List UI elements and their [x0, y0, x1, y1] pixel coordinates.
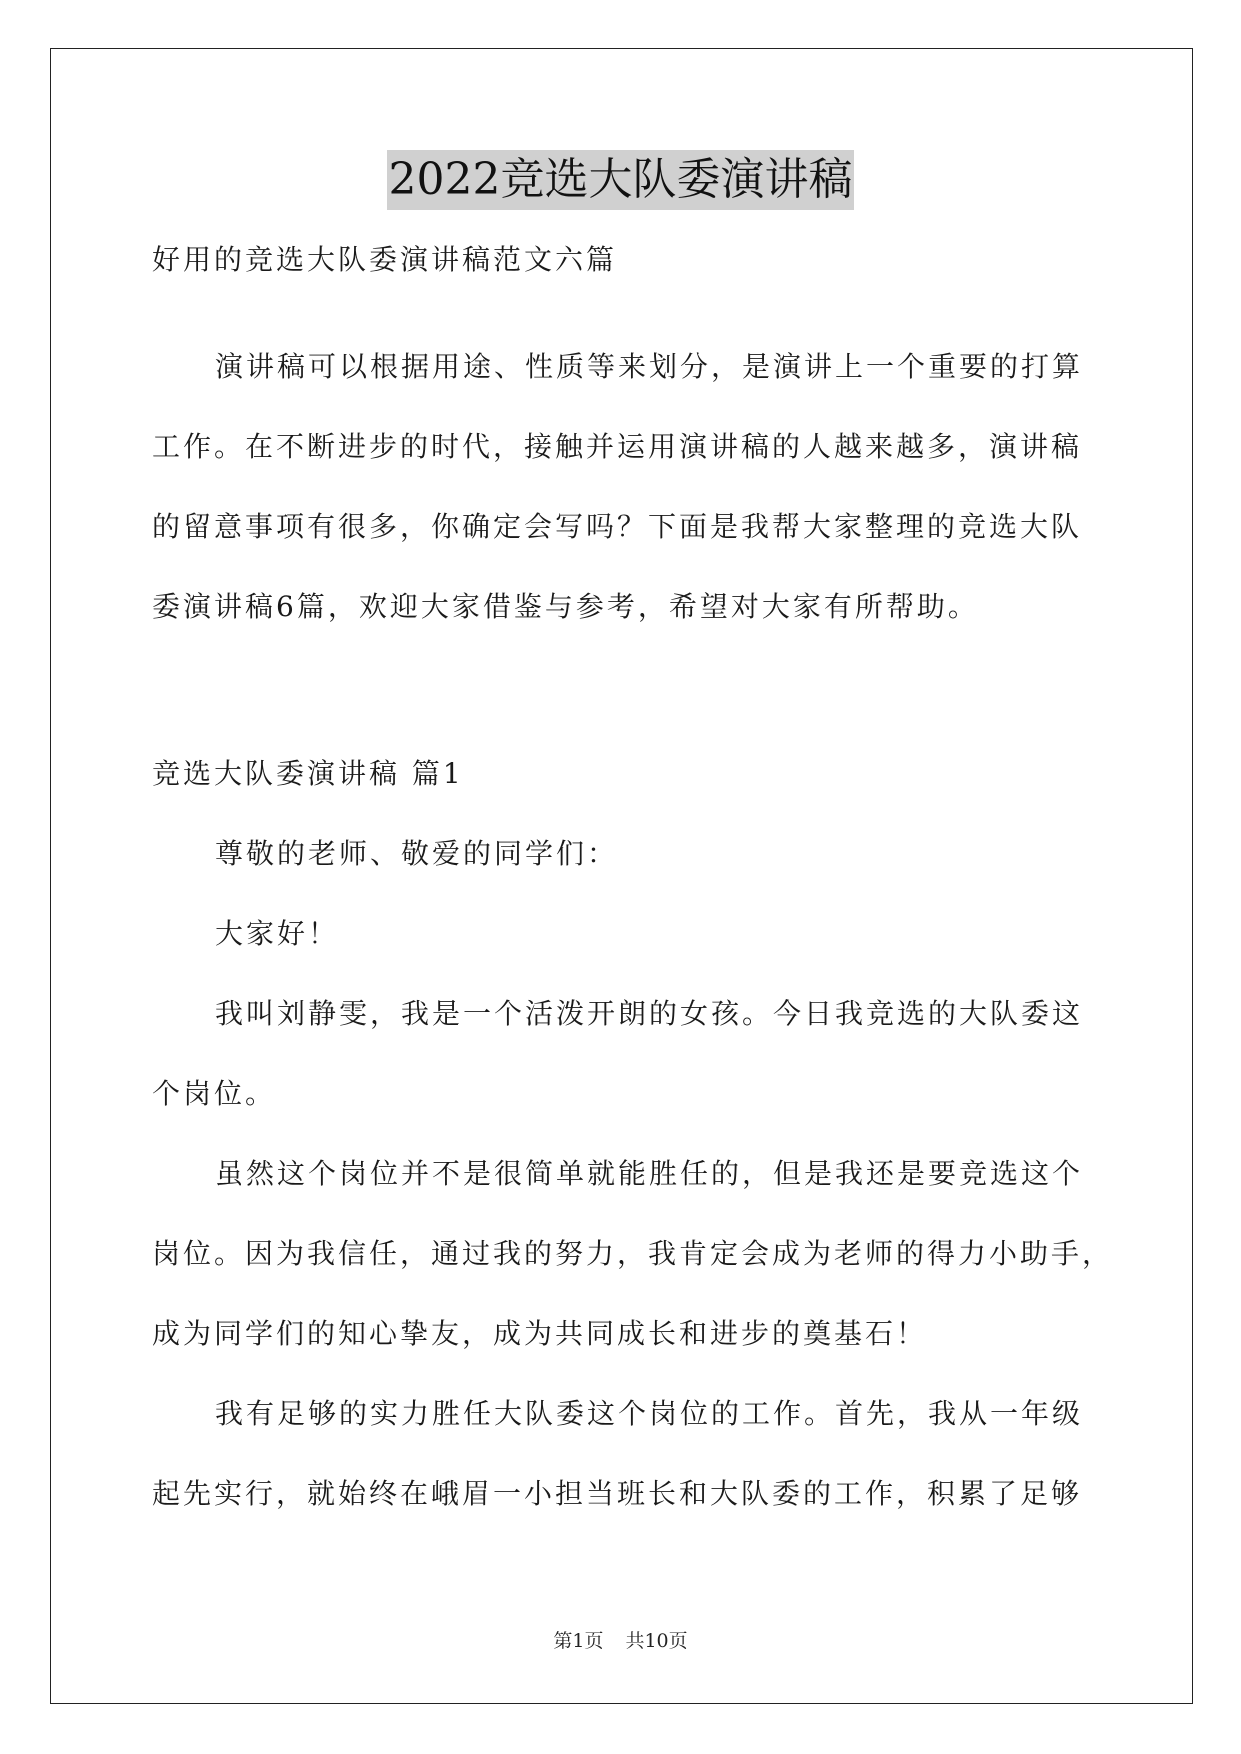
intro-line: 的留意事项有很多，你确定会写吗？下面是我帮大家整理的竞选大队	[152, 510, 1083, 543]
body-line: 我叫刘静雯，我是一个活泼开朗的女孩。今日我竞选的大队委这	[215, 997, 1084, 1030]
body-line: 成为同学们的知心挚友，成为共同成长和进步的奠基石！	[152, 1317, 928, 1350]
intro-line: 工作。在不断进步的时代，接触并运用演讲稿的人越来越多，演讲稿	[152, 430, 1083, 463]
body-line: 虽然这个岗位并不是很简单就能胜任的，但是我还是要竞选这个	[215, 1157, 1084, 1190]
page-number: 第1页	[553, 1630, 604, 1652]
body-line: 起先实行，就始终在峨眉一小担当班长和大队委的工作，积累了足够	[152, 1477, 1083, 1510]
section-heading: 竞选大队委演讲稿 篇1	[152, 757, 464, 790]
page-border	[50, 48, 1193, 1704]
greeting: 尊敬的老师、敬爱的同学们：	[215, 837, 619, 870]
intro-line: 委演讲稿6篇，欢迎大家借鉴与参考，希望对大家有所帮助。	[152, 590, 979, 623]
hello-line: 大家好！	[215, 917, 340, 950]
page-total: 共10页	[625, 1630, 688, 1652]
page-footer	[0, 1628, 1241, 1654]
body-line: 个岗位。	[152, 1077, 277, 1110]
document-subtitle: 好用的竞选大队委演讲稿范文六篇	[152, 243, 618, 276]
body-line: 岗位。因为我信任，通过我的努力，我肯定会成为老师的得力小助手，	[152, 1237, 1114, 1270]
document-title: 2022竞选大队委演讲稿	[387, 150, 855, 210]
intro-line: 演讲稿可以根据用途、性质等来划分，是演讲上一个重要的打算	[215, 350, 1084, 383]
title-container	[0, 150, 1241, 210]
body-line: 我有足够的实力胜任大队委这个岗位的工作。首先，我从一年级	[215, 1397, 1084, 1430]
